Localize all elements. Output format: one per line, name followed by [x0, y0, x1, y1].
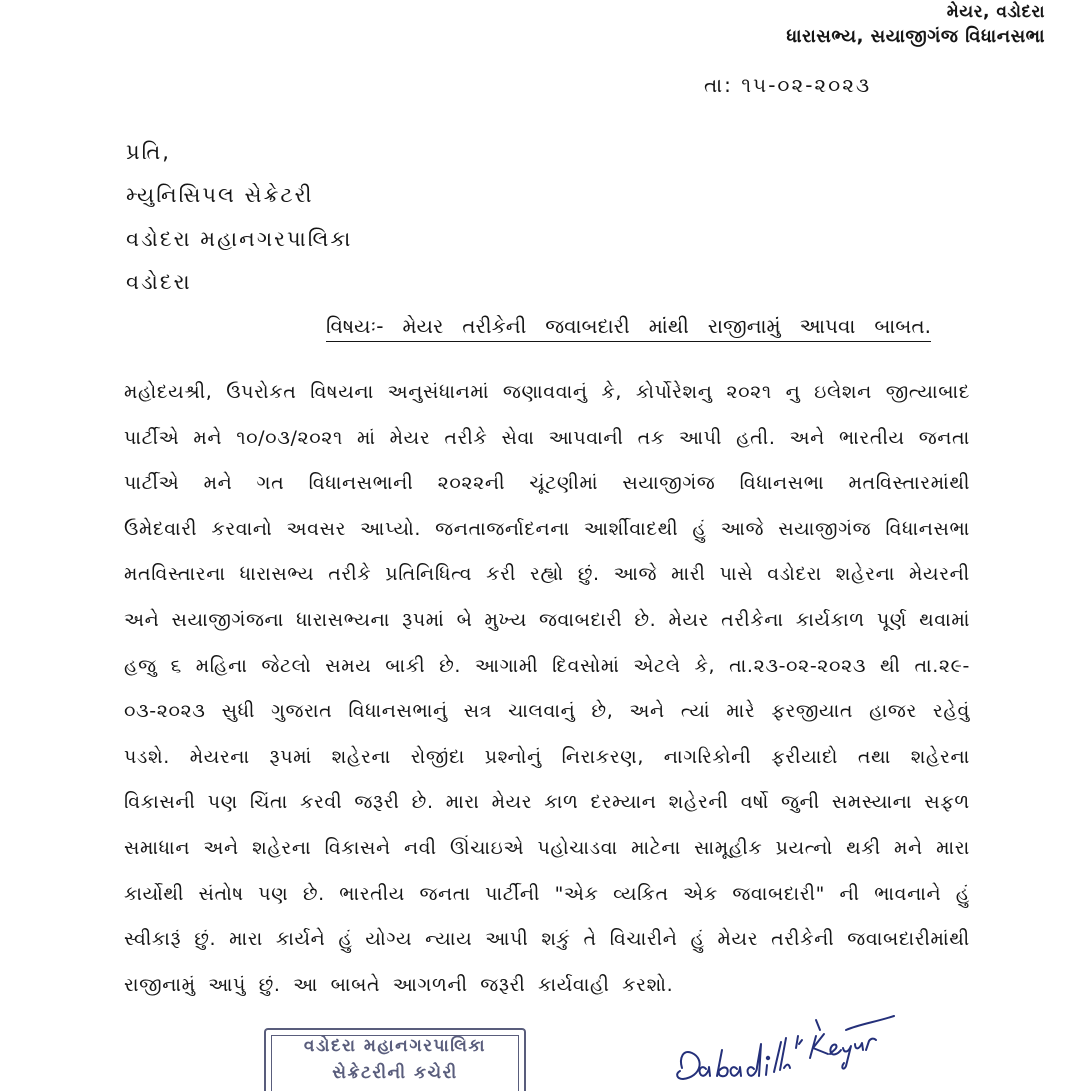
- word: ન્યાય: [425, 928, 473, 951]
- word: અને: [203, 836, 239, 859]
- word: રૂપમાં: [402, 608, 445, 631]
- word: બાબત.: [874, 314, 931, 338]
- word: શહેરના: [252, 836, 312, 859]
- word: મારી: [671, 563, 706, 586]
- word: હું: [690, 928, 705, 951]
- word: મારા: [936, 836, 970, 859]
- letterhead-constituency: ધારાસભ્ય, સયાજીગંજ વિધાનસભા: [786, 26, 1045, 47]
- word: માંથી: [648, 314, 689, 338]
- word: સયાજીગંજ: [778, 517, 872, 540]
- word: આર્શીવાદથી: [583, 517, 679, 540]
- word: કે,: [601, 381, 623, 403]
- word: હું: [338, 928, 353, 951]
- word: "એક: [554, 882, 599, 905]
- word: વિધાનસભા: [739, 472, 825, 495]
- word: છું.: [577, 563, 600, 586]
- word: ની: [839, 882, 860, 905]
- body-line: [124, 370, 970, 416]
- word: મેયર: [402, 314, 444, 338]
- address-recipient: મ્યુનિસિપલ સેક્રેટરી: [126, 183, 314, 207]
- word: સત્ર: [463, 700, 493, 723]
- word: અનુસંધાનમાં: [387, 381, 490, 403]
- word: ઊંચાઇએ: [449, 836, 525, 859]
- word: ફરજીયાત: [771, 700, 854, 723]
- address-organization: વડોદરા મહાનગરપાલિકા: [126, 227, 353, 251]
- word: અને: [789, 426, 825, 449]
- word: હું: [955, 882, 970, 905]
- body-line: [124, 461, 970, 507]
- word: શકું: [541, 928, 571, 951]
- word: મેયરની: [909, 563, 970, 586]
- word: એટલે: [633, 654, 681, 677]
- word: મતવિસ્તારમાંથી: [848, 472, 970, 495]
- word: સમસ્યાના: [831, 791, 913, 814]
- word: સેવા: [501, 426, 535, 449]
- word: વિધાનસભા: [885, 517, 970, 540]
- word: આગામી: [474, 654, 539, 677]
- word: પાર્ટીએ: [124, 426, 180, 449]
- word: દરમ્યાન: [590, 791, 657, 814]
- handwritten-signature-icon: [668, 1008, 900, 1088]
- word: વર્ષો: [740, 791, 769, 814]
- word: ફરીયાદો: [771, 745, 838, 768]
- word: નુ: [785, 381, 801, 403]
- word: પણ: [258, 882, 289, 905]
- word: ચિંતા: [249, 791, 288, 814]
- word: માં: [356, 426, 376, 449]
- word: જવાબદારી: [538, 608, 623, 631]
- word: જનતાજર્નાદનના: [435, 517, 570, 540]
- word: તથા: [857, 745, 891, 768]
- word: સફળ: [924, 791, 970, 814]
- word: પાર્ટીની: [485, 882, 541, 905]
- word: સંતોષ: [198, 882, 244, 905]
- word: આપી: [485, 928, 529, 951]
- word: જેટલો: [261, 654, 312, 677]
- word: આપવા: [799, 314, 856, 338]
- word: સયાજીગંજના: [171, 608, 284, 631]
- body-line: [124, 552, 970, 598]
- word: પ્રશ્નોનું: [484, 745, 542, 768]
- word: વિકાસને: [324, 836, 391, 859]
- word: સમય: [325, 654, 372, 677]
- word: જવાબદારી: [545, 314, 630, 338]
- word: જનતા: [918, 426, 970, 449]
- word: ધારાસભ્ય: [239, 563, 315, 586]
- body-line: [124, 917, 970, 963]
- word: તરીકે: [444, 426, 488, 449]
- body-line: [124, 826, 970, 872]
- word: શહેરના: [835, 563, 895, 586]
- word: જવાબદારીમાંથી: [847, 928, 970, 951]
- word: બાકી: [385, 654, 426, 677]
- word: શહેરના: [331, 745, 391, 768]
- word: છે.: [411, 791, 434, 814]
- word: મહોદયશ્રી,: [124, 381, 213, 403]
- word: કાર્યકાળ: [795, 608, 865, 631]
- body-line: [124, 872, 970, 918]
- word: મેયર: [491, 791, 533, 814]
- word: થી: [879, 654, 901, 677]
- word: મારા: [229, 928, 263, 951]
- word: પહોચાડવા: [537, 836, 618, 859]
- word: ઉપરોકત: [226, 381, 297, 403]
- word: ૧૦/૦૩/૨૦૨૧: [236, 426, 343, 449]
- word: હજુ: [124, 654, 157, 677]
- word: કાર્યને: [275, 928, 326, 951]
- word: તરીકેની: [462, 314, 527, 338]
- word: એક: [683, 882, 718, 905]
- word: વિચારીને: [609, 928, 678, 951]
- word: શહેરના: [910, 745, 970, 768]
- word: કાળ: [544, 791, 579, 814]
- word: જણાવવાનું: [502, 381, 588, 403]
- word: માટેના: [631, 836, 681, 859]
- word: ભાવનાને: [874, 882, 942, 905]
- word: વિષયઃ-: [326, 314, 384, 338]
- word: ત્યાં: [680, 700, 711, 723]
- word: મેયર: [668, 608, 710, 631]
- word: રોજીંદા: [410, 745, 465, 768]
- word: ઉમેદવારી: [124, 517, 198, 540]
- word: છું.: [194, 928, 217, 951]
- word: છે.: [634, 608, 657, 631]
- word: આપવાની: [548, 426, 624, 449]
- word: ધારાસભ્યના: [296, 608, 390, 631]
- word: હતી.: [736, 426, 776, 449]
- word: કોર્પોરેશનુ: [635, 381, 713, 403]
- word: તે: [583, 928, 597, 951]
- office-stamp: [264, 1028, 526, 1091]
- word: રૂપમાં: [269, 745, 312, 768]
- word: હું: [692, 517, 707, 540]
- word: શહેરની: [668, 791, 729, 814]
- body-line: [124, 780, 970, 826]
- stamp-organization: વડોદરા મહાનગરપાલિકા: [303, 1036, 487, 1056]
- word: સુધી: [221, 700, 256, 723]
- word: સામૂહીક: [694, 836, 763, 859]
- body-line: [124, 644, 970, 690]
- word: ભારતીય: [838, 426, 905, 449]
- word: આજે: [720, 517, 765, 540]
- word: અને: [629, 700, 665, 723]
- word: ૨૦૨૨ની: [437, 472, 506, 495]
- word: નિરાકરણ,: [561, 745, 644, 768]
- word: થવામાં: [919, 608, 970, 631]
- word: જવાબદારી": [732, 882, 825, 905]
- body-line: [124, 507, 970, 553]
- word: વડોદરા: [767, 563, 822, 586]
- word: નાગરિકોની: [663, 745, 752, 768]
- word: સયાજીગંજ: [622, 472, 716, 495]
- word: કે,: [694, 654, 716, 677]
- word: બે: [456, 608, 473, 631]
- word: સ્વીકારૂં: [124, 928, 182, 951]
- word: હાજર: [869, 700, 917, 723]
- word: તરીકે: [328, 563, 372, 586]
- word: નવી: [404, 836, 437, 859]
- word: જીત્યાબાદ: [885, 381, 970, 403]
- word: મહિના: [195, 654, 248, 677]
- word: મારા: [445, 791, 480, 814]
- word: તા.૨૯-: [914, 654, 970, 677]
- word: મારે: [726, 700, 756, 723]
- word: આપ્યો.: [360, 517, 422, 540]
- word: વિધાનસભાનું: [348, 700, 448, 723]
- word: દિવસોમાં: [552, 654, 620, 677]
- word: રાજીનામું: [707, 314, 781, 338]
- word: મને: [203, 472, 233, 495]
- word: ચાલવાનું: [508, 700, 576, 723]
- letter-subject: [326, 311, 931, 342]
- word: કરવી: [299, 791, 343, 814]
- word: ભારતીય: [339, 882, 405, 905]
- body-line: [124, 598, 970, 644]
- word: રહેવું: [932, 700, 970, 723]
- word: થકી: [846, 836, 881, 859]
- word: છે.: [439, 654, 462, 677]
- word: ૬: [170, 654, 182, 677]
- word: તરીકેના: [721, 608, 784, 631]
- word: વ્યકિત: [613, 882, 669, 905]
- word: કરી: [486, 563, 516, 586]
- word: છે.: [302, 882, 325, 905]
- word: વિષયના: [310, 381, 374, 403]
- word: પ્રયત્નો: [775, 836, 833, 859]
- word: ઇલેશન: [814, 381, 872, 403]
- word: છે,: [591, 700, 614, 723]
- word: ૨૦૨૧: [726, 381, 772, 403]
- word: કરવાનો: [211, 517, 273, 540]
- word: જરૂરી: [354, 791, 400, 814]
- word: મને: [193, 426, 223, 449]
- word: પૂર્ણ: [876, 608, 907, 631]
- word: પાસે: [719, 563, 754, 586]
- address-salutation: પ્રતિ,: [126, 140, 171, 164]
- word: મતવિસ્તારના: [124, 563, 226, 586]
- word: પણ: [207, 791, 238, 814]
- body-line: [124, 735, 970, 781]
- word: ચૂંટણીમાં: [529, 472, 599, 495]
- word: યોગ્ય: [365, 928, 413, 951]
- word: મુખ્ય: [484, 608, 527, 631]
- word: ગત: [256, 472, 285, 495]
- word: તા.૨૩-૦૨-૨૦૨૩: [729, 654, 867, 677]
- word: સમાધાન: [124, 836, 191, 859]
- word: આજે: [613, 563, 658, 586]
- word: વિકાસની: [124, 791, 196, 814]
- letter-date: તા: ૧૫-૦૨-૨૦૨૩: [704, 73, 872, 97]
- body-line-closing: રાજીનામું આપું છું. આ બાબતે આગળની જરૂરી કાર્યવાહી કરશો.: [124, 973, 674, 996]
- address-city: વડોદરા: [126, 270, 192, 294]
- word: કાર્યોથી: [124, 882, 184, 905]
- word: વિધાનસભાની: [308, 472, 414, 495]
- word: રહ્યો: [530, 563, 564, 586]
- word: તરીકેની: [771, 928, 835, 951]
- stamp-office: સેક્રેટરીની કચેરી: [332, 1063, 458, 1083]
- letter-body: [124, 370, 970, 1008]
- word: પાર્ટીએ: [124, 472, 180, 495]
- word: મેયર: [717, 928, 759, 951]
- letterhead-designation: મેયર, વડોદરા: [946, 2, 1045, 22]
- word: ૦૩-૨૦૨૩: [124, 700, 206, 723]
- word: અવસર: [286, 517, 347, 540]
- word: તક: [637, 426, 665, 449]
- body-line: [124, 416, 970, 462]
- word: મને: [894, 836, 923, 859]
- body-line: [124, 689, 970, 735]
- word: પડશે.: [124, 745, 170, 768]
- word: જનતા: [419, 882, 471, 905]
- word: આપી: [678, 426, 723, 449]
- word: અને: [124, 608, 160, 631]
- word: જુની: [781, 791, 820, 814]
- word: મેયરના: [189, 745, 250, 768]
- word: ગુજરાત: [271, 700, 333, 723]
- word: પ્રતિનિધિત્વ: [385, 563, 473, 586]
- word: મેયર: [389, 426, 431, 449]
